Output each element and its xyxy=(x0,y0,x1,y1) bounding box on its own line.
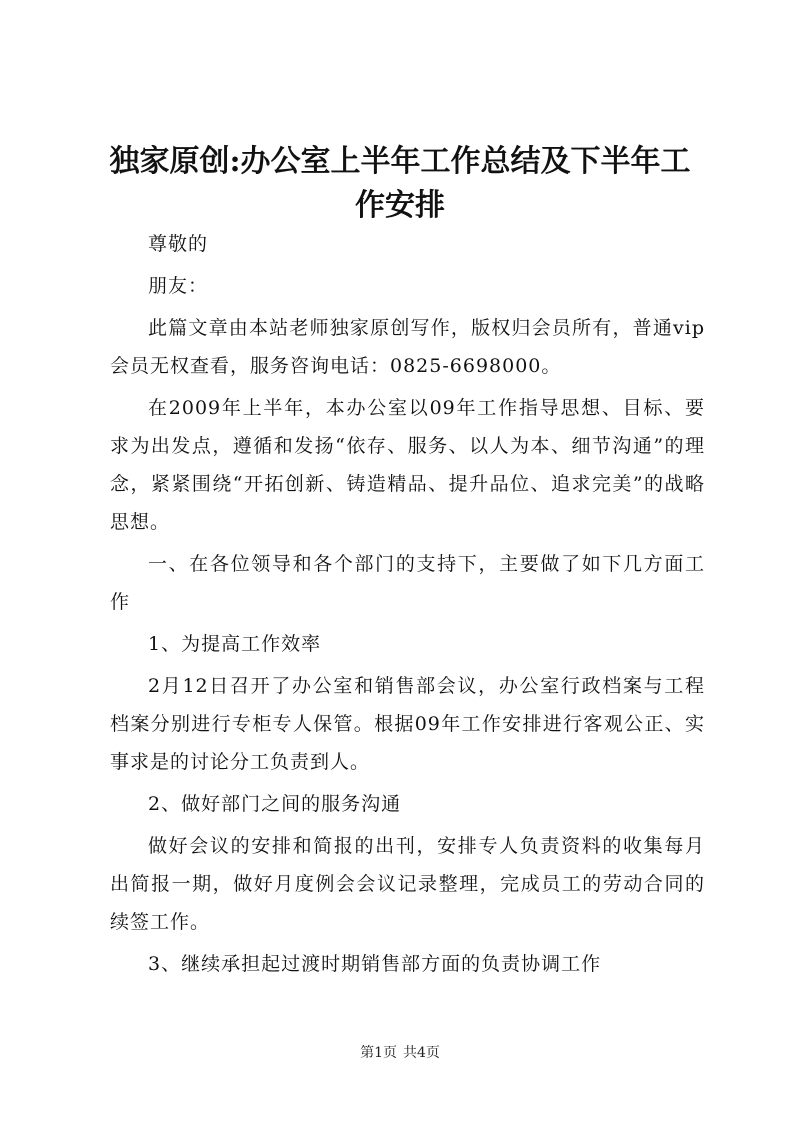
section-heading-1: 一、在各位领导和各个部门的支持下，主要做了如下几方面工作 xyxy=(110,553,705,613)
paragraph-salutation-1: 尊敬的 xyxy=(148,233,209,255)
paragraph-salutation-2: 朋友： xyxy=(148,275,209,297)
subheading-coordination: 3、继续承担起过渡时期销售部方面的负责协调工作 xyxy=(148,953,602,975)
paragraph-copyright-notice: 此篇文章由本站老师独家原创写作，版权归会员所有，普通vip会员无权查看，服务咨询电话：0825-6698000。 xyxy=(110,317,705,377)
page-total: 共4页 xyxy=(403,1045,440,1061)
document-body xyxy=(110,225,705,987)
subheading-efficiency: 1、为提高工作效率 xyxy=(148,633,322,655)
paragraph-briefings: 做好会议的安排和简报的出刊，安排专人负责资料的收集每月出简报一期，做好月度例会会议记录整理，完成员工的劳动合同的续签工作。 xyxy=(110,835,705,933)
page-footer xyxy=(0,1043,800,1063)
page-number: 第1页 xyxy=(360,1045,397,1061)
subheading-communication: 2、做好部门之间的服务沟通 xyxy=(148,793,402,815)
document-title: 独家原创:办公室上半年工作总结及下半年工作安排 xyxy=(109,144,691,223)
paragraph-meeting: 2月12日召开了办公室和销售部会议，办公室行政档案与工程档案分别进行专柜专人保管。根据09年工作安排进行客观公正、实事求是的讨论分工负责到人。 xyxy=(110,675,705,773)
paragraph-intro: 在2009年上半年，本办公室以09年工作指导思想、目标、要求为出发点，遵循和发扬“依存、服务、以人为本、细节沟通”的理念，紧紧围绕“开拓创新、铸造精品、提升品位、追求完美”的战略思想。 xyxy=(110,397,705,533)
